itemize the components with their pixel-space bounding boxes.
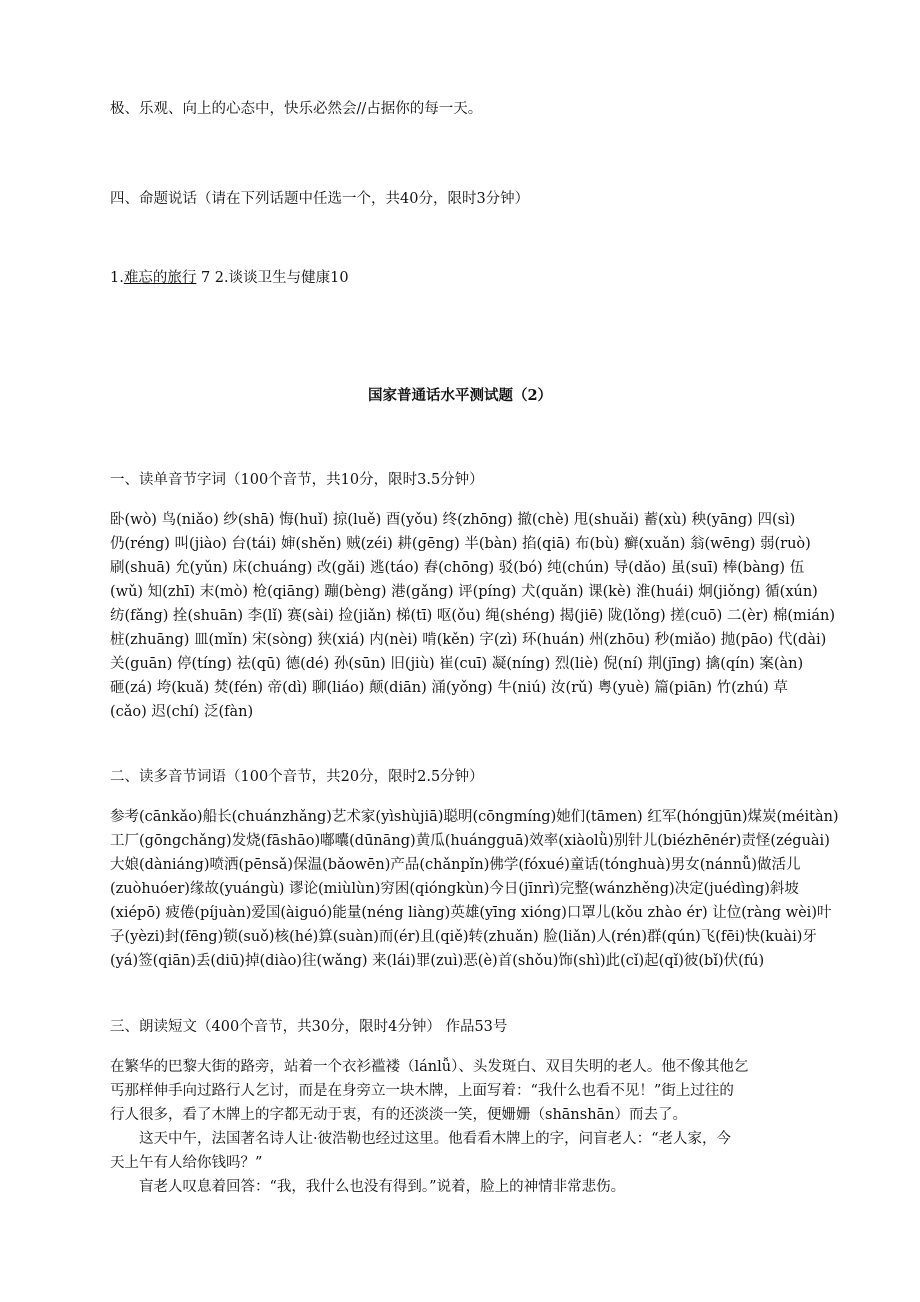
part1-line: 卧(wò) 鸟(niǎo) 纱(shā) 悔(huǐ) 掠(luě) 酉(yǒu) 终(zhōng) 撤(chè) 甩(shuǎi) 蓄(xù) 秧(yāng) 四(sì) bbox=[110, 512, 796, 528]
part3-line: 盲老人叹息着回答：“我，我什么也没有得到。”说着，脸上的神情非常悲伤。 bbox=[139, 1179, 626, 1195]
part3-line: 丐那样伸手向过路行人乞讨，而是在身旁立一块木牌，上面写着：“我什么也看不见！”街上过往的 bbox=[110, 1083, 734, 1099]
page-title: 国家普通话水平测试题（2） bbox=[367, 387, 553, 404]
part1-line: 仍(réng) 叫(jiào) 台(tái) 婶(shěn) 贼(zéi) 耕(gēng) 半(bàn) 掐(qiā) 布(bù) 癣(xuǎn) 翁(wēng) 弱(ruò) bbox=[110, 536, 811, 552]
part3-line: 在繁华的巴黎大街的路旁，站着一个衣衫褴褛（lánlǚ）、头发斑白、双目失明的老人。他不像其他乞 bbox=[110, 1059, 749, 1075]
section4-heading: 四、命题说话（请在下列话题中任选一个，共40分，限时3分钟） bbox=[110, 191, 530, 207]
part1-line: (wǔ) 知(zhī) 末(mò) 枪(qiāng) 蹦(bèng) 港(gǎng) 评(píng) 犬(quǎn) 课(kè) 淮(huái) 炯(jiǒng) 循(xún) bbox=[110, 584, 818, 600]
part2-line: 子(yèzi)封(fēng)锁(suǒ)核(hé)算(suàn)而(ér)且(qiě)转(zhuǎn) 脸(liǎn)人(rén)群(qún)飞(fēi)快(kuài)牙 bbox=[110, 929, 817, 945]
part2-line: 工厂(gōngchǎng)发烧(fāshāo)嘟囔(dūnāng)黄瓜(huángguā)效率(xiàolǜ)别针儿(biézhēnér)责怪(zéguài) bbox=[110, 833, 830, 849]
part2-line: (yá)签(qiān)丢(diū)掉(diào)往(wǎng) 来(lái)罪(zuì)恶(è)首(shǒu)饰(shì)此(cǐ)起(qǐ)彼(bǐ)伏(fú) bbox=[110, 953, 765, 969]
topic-rest: 7 2.谈谈卫生与健康10 bbox=[196, 270, 349, 286]
part1-heading: 一、读单音节字词（100个音节，共10分，限时3.5分钟） bbox=[110, 472, 484, 488]
part1-line: 桩(zhuāng) 皿(mǐn) 宋(sòng) 狭(xiá) 内(nèi) 啃(kěn) 字(zì) 环(huán) 州(zhōu) 秒(miǎo) 抛(pāo) 代(dài) bbox=[110, 632, 827, 648]
part3-heading: 三、朗读短文（400个音节，共30分，限时4分钟） 作品53号 bbox=[110, 1019, 508, 1035]
part1-body bbox=[110, 508, 860, 724]
part3-body bbox=[110, 1055, 860, 1199]
intro-tail: 极、乐观、向上的心态中，快乐必然会//占据你的每一天。 bbox=[110, 101, 483, 117]
part3-line: 天上午有人给你钱吗？” bbox=[110, 1155, 263, 1171]
part2-heading: 二、读多音节词语（100个音节，共20分，限时2.5分钟） bbox=[110, 769, 484, 785]
topic1-prefix: 1. bbox=[110, 270, 124, 286]
part1-line: (cǎo) 迟(chí) 泛(fàn) bbox=[110, 704, 254, 720]
topic1-link[interactable]: 难忘的旅行 bbox=[123, 270, 197, 286]
part2-line: (xiépō) 疲倦(píjuàn)爱国(àiguó)能量(néng liàng)英雄(yīng xióng)口罩儿(kǒu zhào ér) 让位(ràng wèi)叶 bbox=[110, 905, 832, 921]
part3-line: 这天中午，法国著名诗人让·彼浩勒也经过这里。他看看木牌上的字，问盲老人：“老人家，今 bbox=[139, 1131, 732, 1147]
part1-line: 刷(shuā) 允(yǔn) 床(chuáng) 改(gǎi) 逃(táo) 舂(chōng) 驳(bó) 纯(chún) 导(dǎo) 虽(suī) 棒(bàng) 伍 bbox=[110, 560, 805, 576]
part1-line: 纺(fǎng) 拴(shuān) 李(lǐ) 赛(sài) 捡(jiǎn) 梯(tī) 呕(ǒu) 绳(shéng) 揭(jiē) 陇(lǒng) 搓(cuō) 二(èr) 棉(mián) bbox=[110, 608, 836, 624]
part1-line: 砸(zá) 垮(kuǎ) 焚(fén) 帝(dì) 聊(liáo) 颠(diān) 涌(yǒng) 牛(niú) 汝(rǔ) 粤(yuè) 篇(piān) 竹(zhú) 草 bbox=[110, 680, 788, 696]
part2-body bbox=[110, 805, 860, 973]
part2-line: 参考(cānkǎo)船长(chuánzhǎng)艺术家(yìshùjiā)聪明(cōngmíng)她们(tāmen) 红军(hóngjūn)煤炭(méitàn) bbox=[110, 809, 839, 825]
part2-line: (zuòhuóer)缘故(yuángù) 谬论(miùlùn)穷困(qióngkùn)今日(jīnrì)完整(wánzhěng)决定(juédìng)斜坡 bbox=[110, 881, 799, 897]
part3-line: 行人很多，看了木牌上的字都无动于衷，有的还淡淡一笑，便姗姗（shānshān）而去了。 bbox=[110, 1107, 688, 1123]
part1-line: 关(guān) 停(tíng) 祛(qū) 德(dé) 孙(sūn) 旧(jiù) 崔(cuī) 凝(níng) 烈(liè) 倪(ní) 荆(jīng) 擒(qín) 案(àn) bbox=[110, 656, 804, 672]
part2-line: 大娘(dàniáng)喷洒(pēnsǎ)保温(bǎowēn)产品(chǎnpǐn)佛学(fóxué)童话(tónghuà)男女(nánnǚ)做活儿 bbox=[110, 857, 801, 873]
section4-topics bbox=[110, 268, 860, 288]
